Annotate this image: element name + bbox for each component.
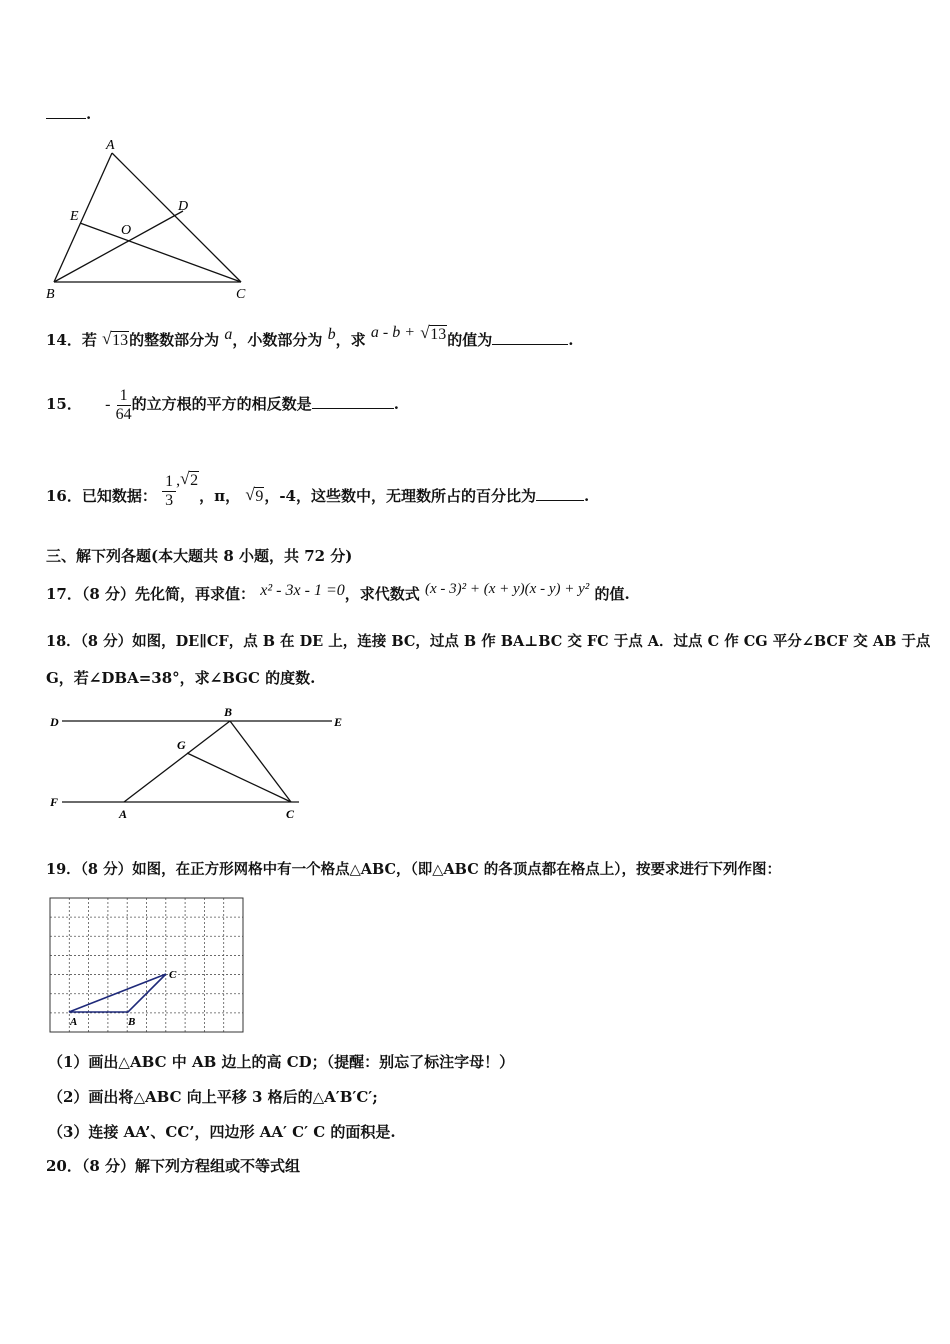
section-3-title: 三、解下列各题(本大题共 8 小题，共 72 分) xyxy=(46,547,353,565)
label-O: O xyxy=(121,223,132,238)
label-B: B xyxy=(46,287,55,302)
label-C: C xyxy=(286,807,295,821)
label-F: F xyxy=(50,795,59,809)
label-C: C xyxy=(169,969,177,981)
label-A: A xyxy=(70,1016,78,1028)
label-B: B xyxy=(128,1016,136,1028)
label-E: E xyxy=(70,209,79,224)
question-15: 15． - $\frac{1}{64}$ 的立方根的平方的相反数是 . xyxy=(46,386,399,423)
question-18-line1: 18．（8 分）如图，DE∥CF，点 B 在 DE 上，连接 BC，过点 B 作 BA⊥BC 交 FC 于点 A．过点 C 作 CG 平分∠BCF 交 AB 于点 xyxy=(46,633,931,650)
label-B: B xyxy=(224,705,233,719)
label-C: C xyxy=(236,287,246,302)
question-17: 17．（8 分）先化简，再求值： x² - 3x - 1 =0，求代数式 (x - 3)² + (x + y)(x - y) + y² 的值. xyxy=(46,581,630,603)
q13-answer-blank: . xyxy=(46,104,91,124)
triangle-abc xyxy=(69,974,166,1012)
question-20: 20．（8 分）解下列方程组或不等式组 xyxy=(46,1157,301,1175)
label-A: A xyxy=(106,138,115,153)
label-A: A xyxy=(119,807,128,821)
question-14: 14．若 √ 13的整数部分为 a，小数部分为 b，求 a - b + √ 13的值为 . xyxy=(46,323,574,349)
question-18-line2: G，若∠DBA=38°，求∠BGC 的度数. xyxy=(46,669,316,687)
question-19-part2: （2）画出将△ABC 向上平移 3 格后的△A′B′C′; xyxy=(48,1088,378,1106)
figure-triangle-abc-cevians xyxy=(40,136,260,304)
label-D: D xyxy=(178,199,189,214)
label-G: G xyxy=(177,738,186,752)
question-19-part1: （1）画出△ABC 中 AB 边上的高 CD；（提醒：别忘了标注字母！） xyxy=(48,1053,515,1071)
fraction-1-3: $\frac{1}{3}$ xyxy=(162,473,176,510)
question-19-part3: （3）连接 AA’、CC’，四边形 AA′ C′ C 的面积是. xyxy=(48,1123,396,1141)
fraction-1-64: $\frac{1}{64}$ xyxy=(115,386,132,423)
label-E: E xyxy=(334,715,343,729)
question-19: 19．（8 分）如图，在正方形网格中有一个格点△ABC，（即△ABC 的各顶点都在格点上），按要求进行下列作图： xyxy=(46,861,782,878)
label-D: D xyxy=(50,715,59,729)
figure-grid-triangle xyxy=(46,894,250,1036)
question-16: 16．已知数据： $\frac{1}{3}$ , √ 2，π， √ 9，-4，这些数中，无理数所占的百分比为 . xyxy=(46,469,590,509)
sqrt-13: √ 13 xyxy=(102,329,129,349)
figure-parallel-lines xyxy=(44,700,364,830)
